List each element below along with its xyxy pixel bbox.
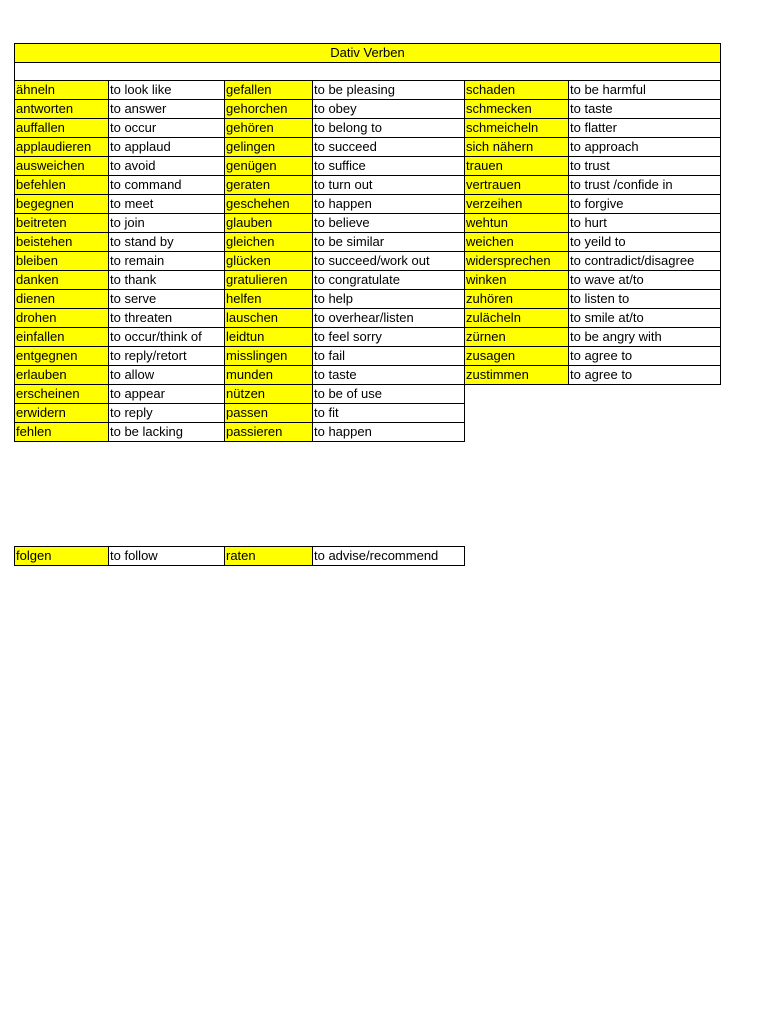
german-verb-cell: gleichen bbox=[225, 233, 313, 252]
table-row bbox=[15, 81, 721, 100]
german-verb-cell: bleiben bbox=[15, 252, 109, 271]
english-translation-cell: to advise/recommend bbox=[313, 547, 465, 566]
english-translation-cell: to avoid bbox=[109, 157, 225, 176]
german-verb-cell: einfallen bbox=[15, 328, 109, 347]
english-translation-cell: to follow bbox=[109, 547, 225, 566]
english-translation-cell: to command bbox=[109, 176, 225, 195]
german-verb-cell: lauschen bbox=[225, 309, 313, 328]
english-translation-cell: to applaud bbox=[109, 138, 225, 157]
blank-row bbox=[15, 63, 721, 81]
german-verb-cell: glücken bbox=[225, 252, 313, 271]
german-verb-cell: vertrauen bbox=[465, 176, 569, 195]
english-translation-cell: to turn out bbox=[313, 176, 465, 195]
german-verb-cell: schmeicheln bbox=[465, 119, 569, 138]
german-verb-cell: gefallen bbox=[225, 81, 313, 100]
german-verb-cell: zürnen bbox=[465, 328, 569, 347]
table-row bbox=[15, 176, 721, 195]
german-verb-cell: zuhören bbox=[465, 290, 569, 309]
table-row bbox=[15, 423, 721, 442]
english-translation-cell: to wave at/to bbox=[569, 271, 721, 290]
english-translation-cell: to believe bbox=[313, 214, 465, 233]
english-translation-cell: to flatter bbox=[569, 119, 721, 138]
table-row bbox=[15, 309, 721, 328]
german-verb-cell: trauen bbox=[465, 157, 569, 176]
german-verb-cell: zustimmen bbox=[465, 366, 569, 385]
english-translation-cell: to succeed/work out bbox=[313, 252, 465, 271]
english-translation-cell: to serve bbox=[109, 290, 225, 309]
german-verb-cell: danken bbox=[15, 271, 109, 290]
german-verb-cell: erlauben bbox=[15, 366, 109, 385]
table-row bbox=[15, 195, 721, 214]
table-row bbox=[15, 214, 721, 233]
german-verb-cell: entgegnen bbox=[15, 347, 109, 366]
german-verb-cell: gehören bbox=[225, 119, 313, 138]
table-row bbox=[15, 328, 721, 347]
german-verb-cell: erwidern bbox=[15, 404, 109, 423]
english-translation-cell: to be similar bbox=[313, 233, 465, 252]
empty-cell bbox=[569, 385, 721, 404]
english-translation-cell: to help bbox=[313, 290, 465, 309]
english-translation-cell: to belong to bbox=[313, 119, 465, 138]
german-verb-cell: passen bbox=[225, 404, 313, 423]
english-translation-cell: to reply bbox=[109, 404, 225, 423]
english-translation-cell: to trust bbox=[569, 157, 721, 176]
german-verb-cell: fehlen bbox=[15, 423, 109, 442]
german-verb-cell: drohen bbox=[15, 309, 109, 328]
german-verb-cell: glauben bbox=[225, 214, 313, 233]
german-verb-cell: genügen bbox=[225, 157, 313, 176]
german-verb-cell: widersprechen bbox=[465, 252, 569, 271]
english-translation-cell: to fail bbox=[313, 347, 465, 366]
german-verb-cell: gelingen bbox=[225, 138, 313, 157]
english-translation-cell: to hurt bbox=[569, 214, 721, 233]
table-row bbox=[15, 271, 721, 290]
german-verb-cell: passieren bbox=[225, 423, 313, 442]
english-translation-cell: to obey bbox=[313, 100, 465, 119]
english-translation-cell: to trust /confide in bbox=[569, 176, 721, 195]
english-translation-cell: to congratulate bbox=[313, 271, 465, 290]
table-row bbox=[15, 290, 721, 309]
english-translation-cell: to be harmful bbox=[569, 81, 721, 100]
empty-cell bbox=[569, 423, 721, 442]
german-verb-cell: auffallen bbox=[15, 119, 109, 138]
table-row bbox=[15, 366, 721, 385]
german-verb-cell: applaudieren bbox=[15, 138, 109, 157]
table-row bbox=[15, 404, 721, 423]
german-verb-cell: nützen bbox=[225, 385, 313, 404]
english-translation-cell: to be of use bbox=[313, 385, 465, 404]
english-translation-cell: to occur/think of bbox=[109, 328, 225, 347]
vocab-table-container bbox=[14, 43, 721, 442]
german-verb-cell: winken bbox=[465, 271, 569, 290]
english-translation-cell: to stand by bbox=[109, 233, 225, 252]
english-translation-cell: to look like bbox=[109, 81, 225, 100]
table-row bbox=[15, 119, 721, 138]
english-translation-cell: to suffice bbox=[313, 157, 465, 176]
english-translation-cell: to join bbox=[109, 214, 225, 233]
german-verb-cell: ausweichen bbox=[15, 157, 109, 176]
english-translation-cell: to succeed bbox=[313, 138, 465, 157]
extra-table-container bbox=[14, 546, 465, 566]
german-verb-cell: leidtun bbox=[225, 328, 313, 347]
german-verb-cell: schaden bbox=[465, 81, 569, 100]
english-translation-cell: to feel sorry bbox=[313, 328, 465, 347]
english-translation-cell: to happen bbox=[313, 195, 465, 214]
table-row bbox=[15, 157, 721, 176]
english-translation-cell: to answer bbox=[109, 100, 225, 119]
german-verb-cell: antworten bbox=[15, 100, 109, 119]
english-translation-cell: to fit bbox=[313, 404, 465, 423]
english-translation-cell: to happen bbox=[313, 423, 465, 442]
german-verb-cell: beitreten bbox=[15, 214, 109, 233]
german-verb-cell: folgen bbox=[15, 547, 109, 566]
german-verb-cell: schmecken bbox=[465, 100, 569, 119]
dativ-verben-table bbox=[14, 43, 721, 442]
table-row bbox=[15, 100, 721, 119]
table-row bbox=[15, 547, 465, 566]
table-row bbox=[15, 138, 721, 157]
german-verb-cell: erscheinen bbox=[15, 385, 109, 404]
german-verb-cell: beistehen bbox=[15, 233, 109, 252]
german-verb-cell: misslingen bbox=[225, 347, 313, 366]
english-translation-cell: to allow bbox=[109, 366, 225, 385]
english-translation-cell: to agree to bbox=[569, 366, 721, 385]
english-translation-cell: to meet bbox=[109, 195, 225, 214]
empty-cell bbox=[465, 385, 569, 404]
english-translation-cell: to overhear/listen bbox=[313, 309, 465, 328]
english-translation-cell: to yeild to bbox=[569, 233, 721, 252]
german-verb-cell: wehtun bbox=[465, 214, 569, 233]
english-translation-cell: to smile at/to bbox=[569, 309, 721, 328]
english-translation-cell: to thank bbox=[109, 271, 225, 290]
english-translation-cell: to be lacking bbox=[109, 423, 225, 442]
english-translation-cell: to approach bbox=[569, 138, 721, 157]
english-translation-cell: to forgive bbox=[569, 195, 721, 214]
german-verb-cell: weichen bbox=[465, 233, 569, 252]
german-verb-cell: gratulieren bbox=[225, 271, 313, 290]
english-translation-cell: to threaten bbox=[109, 309, 225, 328]
german-verb-cell: begegnen bbox=[15, 195, 109, 214]
english-translation-cell: to occur bbox=[109, 119, 225, 138]
table-row bbox=[15, 233, 721, 252]
german-verb-cell: sich nähern bbox=[465, 138, 569, 157]
english-translation-cell: to reply/retort bbox=[109, 347, 225, 366]
english-translation-cell: to contradict/disagree bbox=[569, 252, 721, 271]
german-verb-cell: raten bbox=[225, 547, 313, 566]
empty-cell bbox=[465, 404, 569, 423]
german-verb-cell: helfen bbox=[225, 290, 313, 309]
extra-verbs-table bbox=[14, 546, 465, 566]
english-translation-cell: to be angry with bbox=[569, 328, 721, 347]
english-translation-cell: to appear bbox=[109, 385, 225, 404]
german-verb-cell: zusagen bbox=[465, 347, 569, 366]
german-verb-cell: geschehen bbox=[225, 195, 313, 214]
empty-cell bbox=[569, 404, 721, 423]
english-translation-cell: to taste bbox=[313, 366, 465, 385]
german-verb-cell: gehorchen bbox=[225, 100, 313, 119]
german-verb-cell: ähneln bbox=[15, 81, 109, 100]
table-row bbox=[15, 252, 721, 271]
german-verb-cell: dienen bbox=[15, 290, 109, 309]
table-title: Dativ Verben bbox=[15, 44, 721, 63]
german-verb-cell: munden bbox=[225, 366, 313, 385]
english-translation-cell: to agree to bbox=[569, 347, 721, 366]
english-translation-cell: to taste bbox=[569, 100, 721, 119]
empty-cell bbox=[465, 423, 569, 442]
german-verb-cell: geraten bbox=[225, 176, 313, 195]
table-row bbox=[15, 385, 721, 404]
english-translation-cell: to listen to bbox=[569, 290, 721, 309]
table-row bbox=[15, 347, 721, 366]
german-verb-cell: zulächeln bbox=[465, 309, 569, 328]
english-translation-cell: to be pleasing bbox=[313, 81, 465, 100]
german-verb-cell: verzeihen bbox=[465, 195, 569, 214]
english-translation-cell: to remain bbox=[109, 252, 225, 271]
german-verb-cell: befehlen bbox=[15, 176, 109, 195]
